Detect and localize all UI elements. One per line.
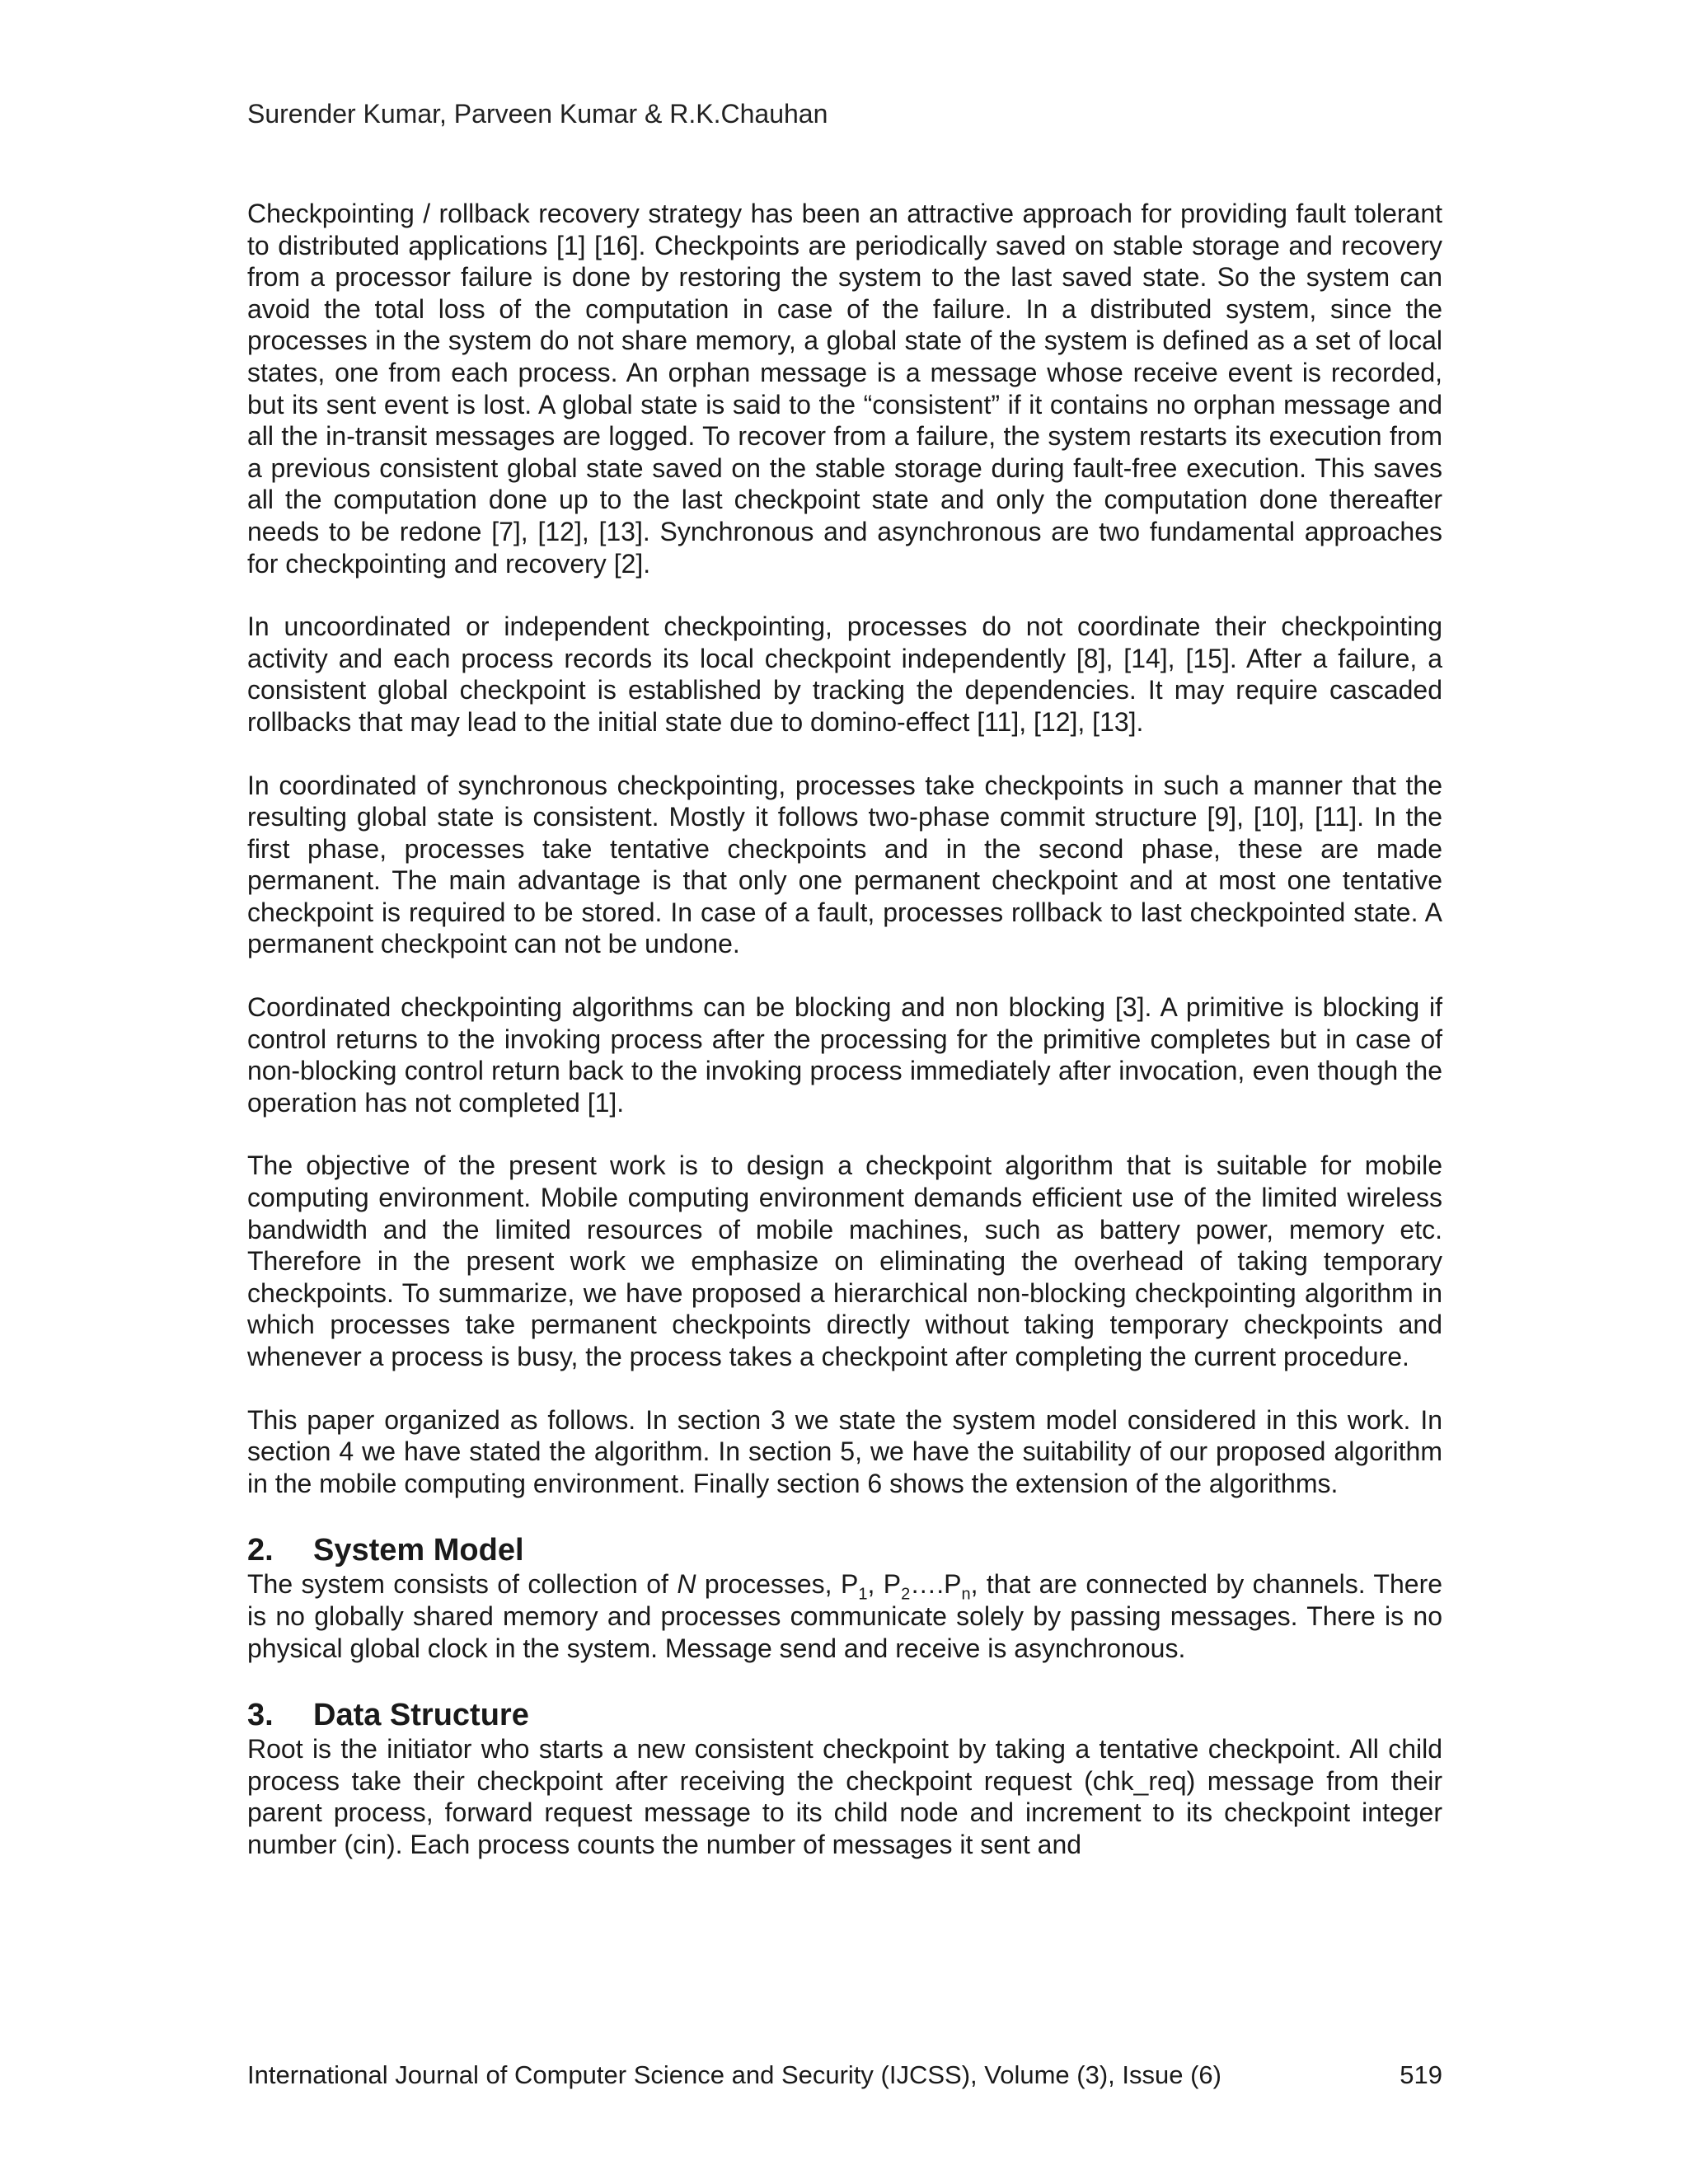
s2-text-b: processes, P <box>696 1569 859 1600</box>
section-3-number: 3. <box>247 1698 274 1733</box>
page-body <box>247 198 1442 1892</box>
paragraph-objective: The objective of the present work is to design a checkpoint algorithm that is suitable for mobile computing environment. Mobile computing environment demands efficient use of the limited wireless bandwidth and the limited resources of mobile machines, such as battery power, memory etc. Therefore in the present work we emphasize on eliminating the overhead of taking temporary checkpoints. To summarize, we have proposed a hierarchical non-blocking checkpointing algorithm in which processes take permanent checkpoints directly without taking temporary checkpoints and whenever a process is busy, the process takes a checkpoint after completing the current procedure. <box>247 1151 1442 1371</box>
section-3-heading <box>247 1697 1442 1733</box>
page-footer <box>247 2059 1442 2092</box>
s2-text-c: , P <box>867 1569 902 1600</box>
s2-text-e: , that are connected by channels. There is no globally shared memory and processes communicate solely by passing messages. There is no physical global clock in the system. Message send and receive is asynchronous. <box>247 1569 1443 1663</box>
footer-journal: International Journal of Computer Science and Security (IJCSS), Volume (3), Issue (6) <box>247 2060 1221 2089</box>
paragraph-coordinated: In coordinated of synchronous checkpointing, processes take checkpoints in such a manner that the resulting global state is consistent. Mostly it follows two-phase commit structure [9], [10], [11]. In the first phase, processes take tentative checkpoints and in the second phase, these are made permanent. The main advantage is that only one permanent checkpoint and at most one tentative checkpoint is required to be stored. In case of a fault, processes rollback to last checkpointed state. A permanent checkpoint can not be undone. <box>247 770 1442 959</box>
paragraph-organization: This paper organized as follows. In section 3 we state the system model considered in this work. In section 4 we have stated the algorithm. In section 5, we have the suitability of our proposed algorithm in the mobile computing environment. Finally section 6 shows the extension of the algorithms. <box>247 1404 1442 1498</box>
s2-variable-n: N <box>677 1569 696 1600</box>
section-2-title: System Model <box>313 1533 524 1568</box>
s2-text-a: The system consists of collection of <box>247 1569 678 1600</box>
section-3-text: Root is the initiator who starts a new consistent checkpoint by taking a tentative checkpoint. All child process take their checkpoint after receiving the checkpoint request (chk_req) message from their parent process, forward request message to its child node and increment to its checkpoint integer number (cin). Each process counts the number of messages it sent and <box>247 1734 1442 1859</box>
paragraph-blocking: Coordinated checkpointing algorithms can be blocking and non blocking [3]. A primitive is blocking if control returns to the invoking process after the processing for the primitive completes but in case of non-blocking control return back to the invoking process immediately after invocation, even though the operation has not completed [1]. <box>247 992 1442 1118</box>
section-2-number: 2. <box>247 1533 274 1568</box>
section-2-heading <box>247 1532 1442 1568</box>
s2-text-d: ….P <box>910 1569 962 1600</box>
s2-sub-2: 2 <box>901 1585 911 1604</box>
footer-page-number: 519 <box>1400 2060 1442 2089</box>
s2-sub-n: n <box>961 1585 971 1604</box>
running-header-authors: Surender Kumar, Parveen Kumar & R.K.Chauhan <box>247 99 828 129</box>
paragraph-uncoordinated: In uncoordinated or independent checkpointing, processes do not coordinate their checkpointing activity and each process records its local checkpoint independently [8], [14], [15]. After a failure, a consistent global checkpoint is established by tracking the dependencies. It may require cascaded rollbacks that may lead to the initial state due to domino-effect [11], [12], [13]. <box>247 612 1442 737</box>
s2-sub-1: 1 <box>858 1585 868 1604</box>
section-2-text <box>247 1568 1442 1664</box>
paragraph-intro: Checkpointing / rollback recovery strategy has been an attractive approach for providing fault tolerant to distributed applications [1] [16]. Checkpoints are periodically saved on stable storage and recovery from a processor failure is done by restoring the system to the last saved state. So the system can avoid the total loss of the computation in case of the failure. In a distributed system, since the processes in the system do not share memory, a global state of the system is defined as a set of local states, one from each process. An orphan message is a message whose receive event is recorded, but its sent event is lost. A global state is said to the “consistent” if it contains no orphan message and all the in-transit messages are logged. To recover from a failure, the system restarts its execution from a previous consistent global state saved on the stable storage during fault-free execution. This saves all the computation done up to the last checkpoint state and only the computation done thereafter needs to be redone [7], [12], [13]. Synchronous and asynchronous are two fundamental approaches for checkpointing and recovery [2]. <box>247 199 1442 579</box>
section-3-title: Data Structure <box>313 1698 529 1733</box>
